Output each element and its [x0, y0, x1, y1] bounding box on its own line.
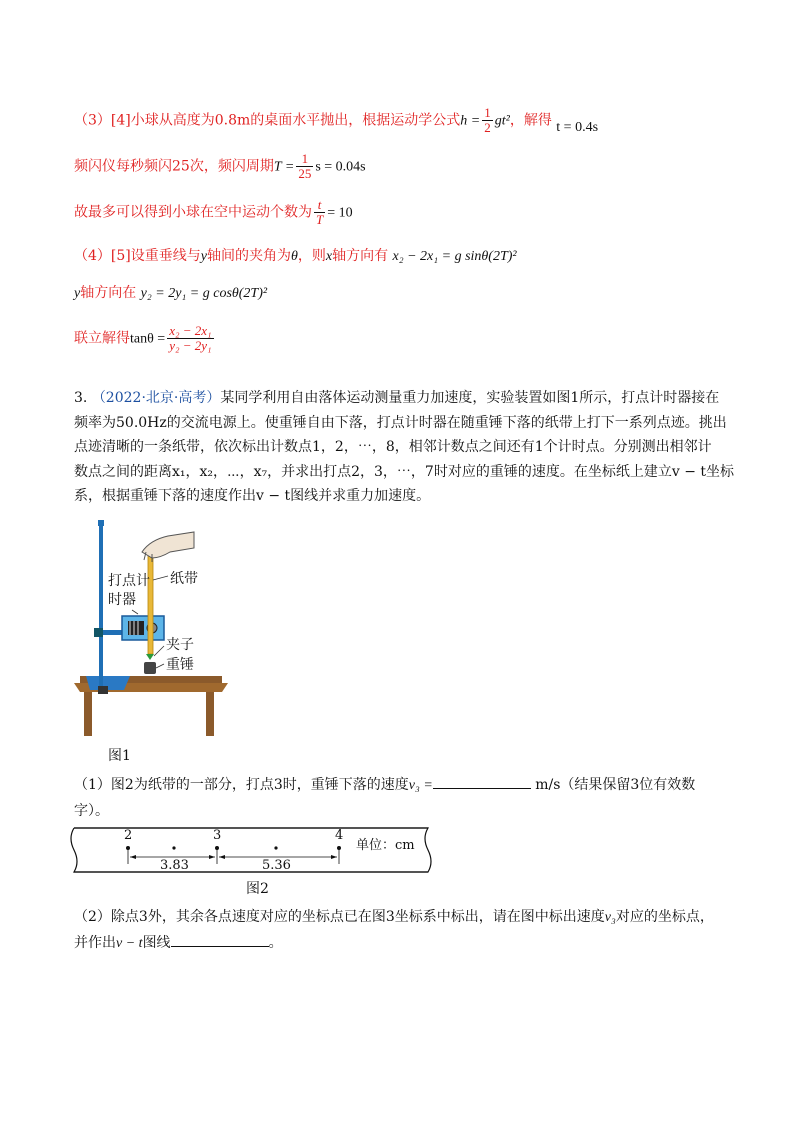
label-timer-2: 时器 — [108, 592, 136, 608]
formula-h: h = — [460, 113, 481, 129]
fraction-den: 25 — [298, 166, 312, 181]
problem-text-1: 某同学利用自由落体运动测量重力加速度，实验装置如图1所示，打点计时器接在 — [220, 390, 720, 406]
answer-blank-graph[interactable] — [171, 932, 269, 947]
q2-text: （2）除点3外，其余各点速度对应的坐标点已在图3坐标系中标出，请在图中标出速度 — [74, 909, 605, 925]
tape-unit-label: 单位：cm — [356, 838, 415, 853]
q1-text-b: 字）。 — [74, 802, 109, 819]
joint-text: 联立解得 — [74, 330, 130, 347]
q1-line-1 — [74, 773, 734, 799]
solution-step-3 — [74, 106, 598, 135]
tan-den: y₂ − 2y₁ — [169, 338, 212, 353]
count-result: = 10 — [327, 205, 353, 221]
table-leg — [206, 692, 214, 736]
answer-blank-v3[interactable] — [433, 774, 531, 789]
period-result: s = 0.04s — [315, 159, 366, 175]
count-fraction — [314, 198, 325, 227]
count-den: T — [316, 212, 324, 227]
q2-line-2 — [74, 931, 734, 957]
figure-2-caption: 图2 — [246, 881, 269, 897]
x-axis-equation: x₂ − 2x₁ = g sinθ(2T)² — [392, 249, 517, 264]
count-line — [74, 198, 353, 227]
figure-1-caption: 图1 — [108, 748, 131, 764]
label-weight: 重锤 — [166, 657, 194, 673]
tan-theta: tanθ = — [130, 331, 166, 347]
flash-period-line — [74, 152, 366, 181]
problem-text-3: 点迹清晰的一条纸带，依次标出计数点1，2，⋯，8，相邻计数点之间还有1个计时点。分别测出相邻计 — [74, 439, 712, 455]
q1-var: v₃ = — [408, 778, 433, 793]
step4-text: （4）[5]设重垂线与 — [74, 248, 201, 264]
q2-end: 。 — [268, 934, 283, 951]
q2-text-b2: 图线 — [142, 934, 171, 951]
step4-mid3: 轴方向有 — [332, 248, 389, 264]
stand-rod — [99, 524, 103, 686]
label-timer — [108, 572, 150, 610]
tan-num: x₂ − 2x₁ — [169, 323, 212, 338]
apparatus-figure — [72, 518, 232, 740]
tan-fraction — [167, 324, 213, 353]
dot-timing — [274, 846, 277, 849]
clip — [146, 654, 154, 660]
tape-label-2: 2 — [124, 828, 133, 843]
problem-number: 3. — [74, 390, 88, 406]
solve-text: ，解得 — [509, 112, 552, 129]
tape-label-3: 3 — [213, 828, 222, 843]
q2-var: v₃ — [604, 910, 616, 925]
dot-timing — [172, 846, 175, 849]
q1-text: （1）图2为纸带的一部分，打点3时，重锤下落的速度 — [74, 777, 409, 793]
problem-source: （2022·北京·高考） — [91, 390, 221, 406]
label-tape: 纸带 — [170, 571, 198, 587]
var-x: x — [325, 249, 333, 264]
weight — [144, 662, 156, 674]
q2-vt: v − t — [116, 935, 143, 951]
step4-mid2: ，则 — [297, 248, 326, 264]
formula-gt2: gt² — [494, 113, 510, 129]
count-text: 故最多可以得到小球在空中运动个数为 — [74, 204, 312, 221]
question-1 — [74, 773, 734, 823]
q1-unit: m/s（结果保留3位有效数 — [535, 777, 696, 793]
solution-step-4 — [74, 245, 517, 268]
y-axis-line — [74, 282, 267, 305]
table-leg — [84, 692, 92, 736]
problem-text-4: 数点之间的距离x₁，x₂，⋯，x₇，并求出打点2，3，⋯，7时对应的重锤的速度。在坐标纸上建立v − t坐标 — [74, 463, 735, 480]
count-num: t — [314, 198, 325, 213]
period-T: T = — [273, 159, 295, 175]
flash-text: 频闪仪每秒频闪25次，频闪周期 — [74, 158, 274, 175]
y-axis-equation: y₂ = 2y₁ = g cosθ(2T)² — [140, 286, 268, 301]
q2-text-b: 并作出 — [74, 934, 116, 951]
problem-3 — [74, 386, 734, 509]
hand-icon — [142, 532, 194, 558]
tape-label-4: 4 — [335, 828, 344, 843]
q2-line-1 — [74, 905, 734, 931]
q2-text-2: 对应的坐标点， — [615, 909, 714, 925]
problem-text-2: 频率为50.0Hz的交流电源上。使重锤自由下落，打点计时器在随重锤下落的纸带上打下一系列点迹。挑出 — [74, 414, 727, 431]
y-axis-text: 轴方向在 — [80, 285, 137, 301]
period-fraction — [296, 152, 313, 181]
label-timer-1: 打点计 — [108, 573, 150, 589]
step4-mid: 轴间的夹角为 — [206, 248, 291, 264]
var-y2: y — [74, 286, 81, 301]
question-2 — [74, 905, 734, 956]
label-clip: 夹子 — [166, 637, 194, 653]
result-t: t = 0.4s — [556, 119, 599, 135]
joint-solution-line — [74, 324, 216, 353]
var-y: y — [200, 249, 207, 264]
problem-line-1 — [74, 386, 734, 411]
tape-distance-1: 3.83 — [160, 858, 189, 873]
problem-text-5: 系，根据重锤下落的速度作出v − t图线并求重力加速度。 — [74, 488, 431, 504]
var-theta: θ — [290, 249, 298, 264]
step3-text: （3）[4]小球从高度为0.8m的桌面水平抛出，根据运动学公式 — [74, 112, 461, 129]
fraction-num: 1 — [296, 152, 313, 167]
tape-distance-2: 5.36 — [262, 858, 291, 873]
half-fraction: $\frac{1}{2}$ — [484, 105, 491, 135]
